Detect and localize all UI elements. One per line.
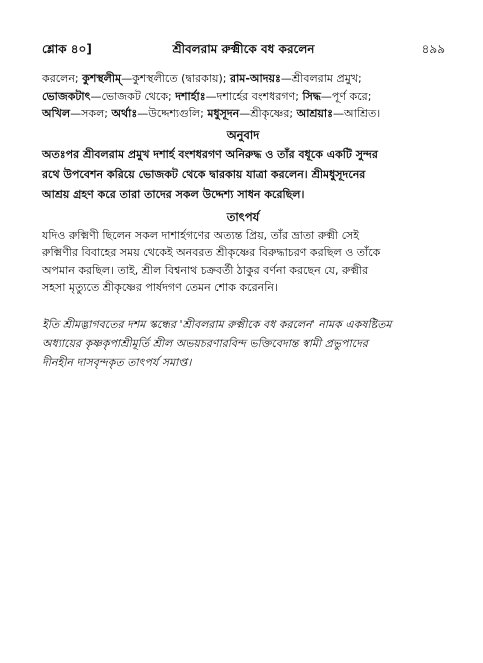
synonyms-block [42, 70, 444, 123]
translation-line: অতঃপর শ্রীবলরাম প্রমুখ দশার্হ বংশধরগণ অনিরুদ্ধ ও তাঁর বধূকে একটি সুন্দর [42, 147, 378, 161]
translation-heading: অনুবাদ [226, 127, 260, 142]
synonym-term: মধুসূদন [207, 107, 240, 120]
synonym-meaning: —ভোজকট থেকে; [90, 89, 176, 103]
chapter-title: শ্রীবলরাম রুক্মীকে বধ করলেন [172, 42, 315, 56]
synonym-meaning: —শ্রীকৃষ্ণের; [239, 107, 297, 120]
synonym-meaning: —শ্রীবলরাম প্রমুখ; [280, 72, 362, 85]
synonym-term: রাম-আদয়ঃ [230, 72, 281, 85]
synonyms-line [42, 105, 444, 123]
synonym-term: কুশস্থলীম্ [82, 72, 122, 85]
synonym-meaning: —আশ্রিত। [332, 107, 381, 120]
synonym-term: অর্থাঃ [111, 107, 138, 120]
purport-line: অপমান করছিল। তাই, শ্রীল বিশ্বনাথ চক্রবর্তী ঠাকুর বর্ণনা করছেন যে, রুক্মীর [42, 263, 369, 277]
synonym-term: দশার্হাঃ [175, 89, 206, 103]
translation-block [42, 145, 444, 205]
synonym-term: সিদ্ধ [302, 89, 321, 103]
synonym-text: করলেন; [42, 72, 83, 85]
translation-line: আশ্রয় গ্রহণ করে তারা তাদের সকল উদ্দেশ্য সাধন করেছিল। [42, 187, 305, 201]
synonyms-line [42, 88, 444, 106]
page-header [42, 41, 445, 59]
purport-heading: তাৎপর্য [226, 209, 260, 224]
closing-line: অধ্যায়ের কৃষ্ণকৃপাশ্রীমূর্তি শ্রীল অভয়চরণারবিন্দ ভক্তিবেদান্ত স্বামী প্রভুপাদের [42, 336, 368, 350]
closing-line: ইতি শ্রীমদ্ভাগবতের দশম স্কন্ধের 'শ্রীবলরাম রুক্মীকে বধ করলেন' নামক একষষ্টিতম [42, 317, 392, 331]
verse-reference: শ্লোক ৪০] [42, 42, 92, 56]
synonym-meaning: —কুশস্থলীতে (দ্বারকায়); [121, 72, 231, 85]
page-number: ৪৯৯ [421, 42, 445, 56]
page-body [42, 70, 444, 372]
purport-block [42, 227, 444, 297]
synonym-term: অখিল [42, 107, 71, 120]
synonym-meaning: —পূর্ণ করে; [320, 89, 372, 103]
synonym-meaning: —উদ্দেশ্যগুলি; [137, 107, 208, 120]
synonym-term: আশ্রয়াঃ [296, 107, 333, 120]
purport-line: সহসা মৃত্যুতে শ্রীকৃষ্ণের পার্ষদগণ তেমন শোক করেননি। [42, 281, 278, 294]
synonyms-line [42, 70, 444, 88]
purport-line: যদিও রুক্মিণী ছিলেন সকল দাশার্হগণের অত্যন্ত প্রিয়, তাঁর ভ্রাতা রুক্মী সেই [42, 228, 360, 242]
chapter-closing [42, 315, 444, 372]
synonym-meaning: —দশার্হের বংশধরগণ; [205, 89, 303, 103]
purport-line: রুক্মিণীর বিবাহের সময় থেকেই অনবরত শ্রীকৃষ্ণের বিরুদ্ধাচরণ করছিল ও তাঁকে [42, 246, 381, 259]
synonym-meaning: —সকল; [70, 107, 112, 120]
synonym-term: ভোজকটাৎ [42, 89, 91, 103]
closing-line: দীনহীন দাসবৃন্দকৃত তাৎপর্য সমাপ্ত। [42, 355, 192, 369]
translation-line: রথে উপবেশন করিয়ে ভোজকট থেকে দ্বারকায় যাত্রা করলেন। শ্রীমধুসূদনের [42, 167, 366, 181]
